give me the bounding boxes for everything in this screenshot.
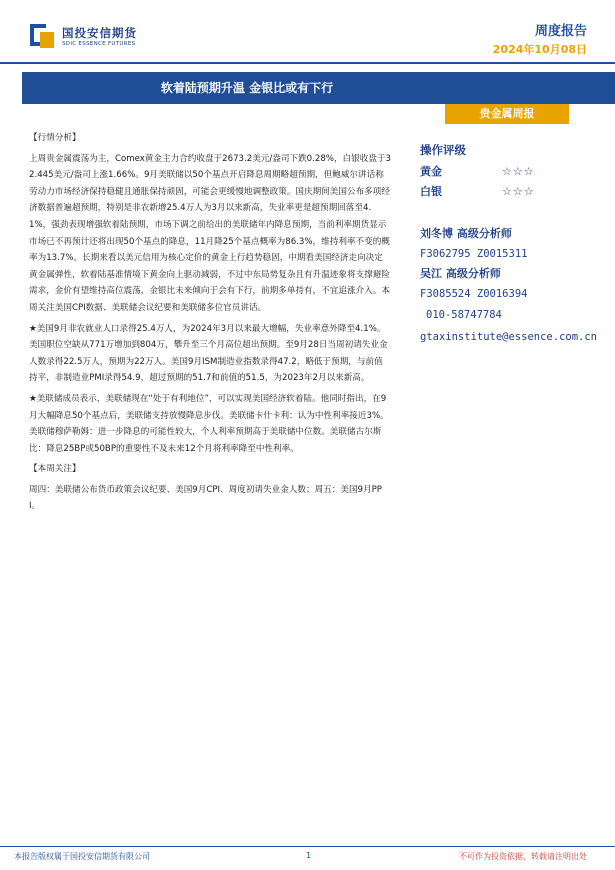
header-divider [0,62,615,64]
rating-row-silver [420,182,610,202]
rating-name: 黄金 [420,165,442,178]
main-content [29,130,391,519]
section-title-market-analysis: 【行情分析】 [29,133,81,143]
analyst-2-name: 吴江 高级分析师 [420,267,501,280]
footer-divider [0,846,615,847]
report-header [0,0,615,62]
logo-name-cn: 国投安信期货 [62,25,137,40]
footer-disclaimer: 不可作为投资依据，转载请注明出处 [459,852,587,861]
title-banner [22,72,615,104]
contact-phone: 010-58747784 [426,309,502,321]
footer-copyright: 本报告版权属于国投安信期货有限公司 [14,852,150,861]
star-rating-icon: ☆☆☆ [502,185,535,198]
paragraph-market-analysis: 上周贵金属震荡为主，Comex黄金主力合约收盘于2673.2美元/盎司下跌0.28%，白银收盘于32.445美元/盎司上涨1.66%。9月美联储以50个基点开启降息周期略超预期，但鲍威尔讲话称劳动力市场经济保持稳健且通胀保持顽固，可能会更缓慢地调整政策。国庆期间美国公布多项经济数据普遍超预期，特别是非农新增25.4万人为3月以来新高，失业率更是超预期回落至4.1%，强劲表现增强软着陆预期，市场下调之前给出的美联储年内降息预期，当前利率期货显示市场已不再预计还将出现50个基点的降息，11月降25个基点概率为86.3%，维持利率不变的概率为13.7%。长期来看以美元信用为核心定价的黄金上行趋势稳固，中期看美国经济走向决定黄金属弹性，软着陆基准情境下黄金向上驱动减弱，不过中东局势复杂且有升温迹象将支撑避险需求，金价有望维持高位震荡，金银比未来倾向于会有下行，前期多单持有，不宜追涨介入。本周关注美国CPI数据、美联储会议纪要和美联储多位官员讲话。 [29,153,391,313]
analyst-2-license: F3085524 Z0016394 [420,288,528,300]
sidebar [420,142,610,348]
paragraph-employment-data: ★美国9月非农就业人口录得25.4万人，为2024年3月以来最大增幅，失业率意外降至4.1%。美国职位空缺从771万增加到804万，攀升至三个月高位超出预期。至9月28日当周初请失业金人数录得22.5万人，预期为22万人。美国9月ISM制造业指数录得47.2，略低于预期，与前值持平，非制造业PMI录得54.9，超过预期的51.7和前值的51.5，为2023年2月以来新高。 [29,323,388,384]
report-title: 软着陆预期升温 金银比或有下行 [160,81,334,95]
star-rating-icon: ☆☆☆ [502,165,535,178]
rating-row-gold [420,162,610,182]
company-logo [30,24,137,50]
section-title-week-focus: 【本周关注】 [29,464,81,475]
analyst-info [420,224,610,304]
analyst-1-license: F3062795 Z0015311 [420,248,528,260]
logo-mark-icon [30,24,56,50]
rating-name: 白银 [420,185,442,198]
page-number: 1 [306,851,312,860]
paragraph-week-focus: 周四：美联储公布货币政策会议纪要、美国9月CPI、周度初请失业金人数；周五：美国9月PPI。 [29,484,382,512]
rating-title: 操作评级 [420,143,466,157]
paragraph-fed-speakers: ★美联储成员表示，美联储现在“处于有利地位”，可以实现美国经济软着陆。他同时指出，在9月大幅降息50个基点后，美联储支持放慢降息步伐。美联储卡什卡利：认为中性利率接近3%。美联储穆萨勒姆：进一步降息的可能性较大，个人利率预期高于美联储中位数。美联储古尔斯比：降息25BP或50BP的重要性不及未来12个月将利率降至中性利率。 [29,393,389,454]
report-type: 周度报告 [534,24,587,39]
report-category-tag: 贵金属周报 [445,104,569,124]
contact-email[interactable]: gtaxinstitute@essence.com.cn [420,331,598,343]
logo-name-en: SDIC ESSENCE FUTURES [62,40,136,47]
analyst-1-name: 刘冬博 高级分析师 [420,227,512,240]
report-date: 2024年10月08日 [492,43,587,56]
